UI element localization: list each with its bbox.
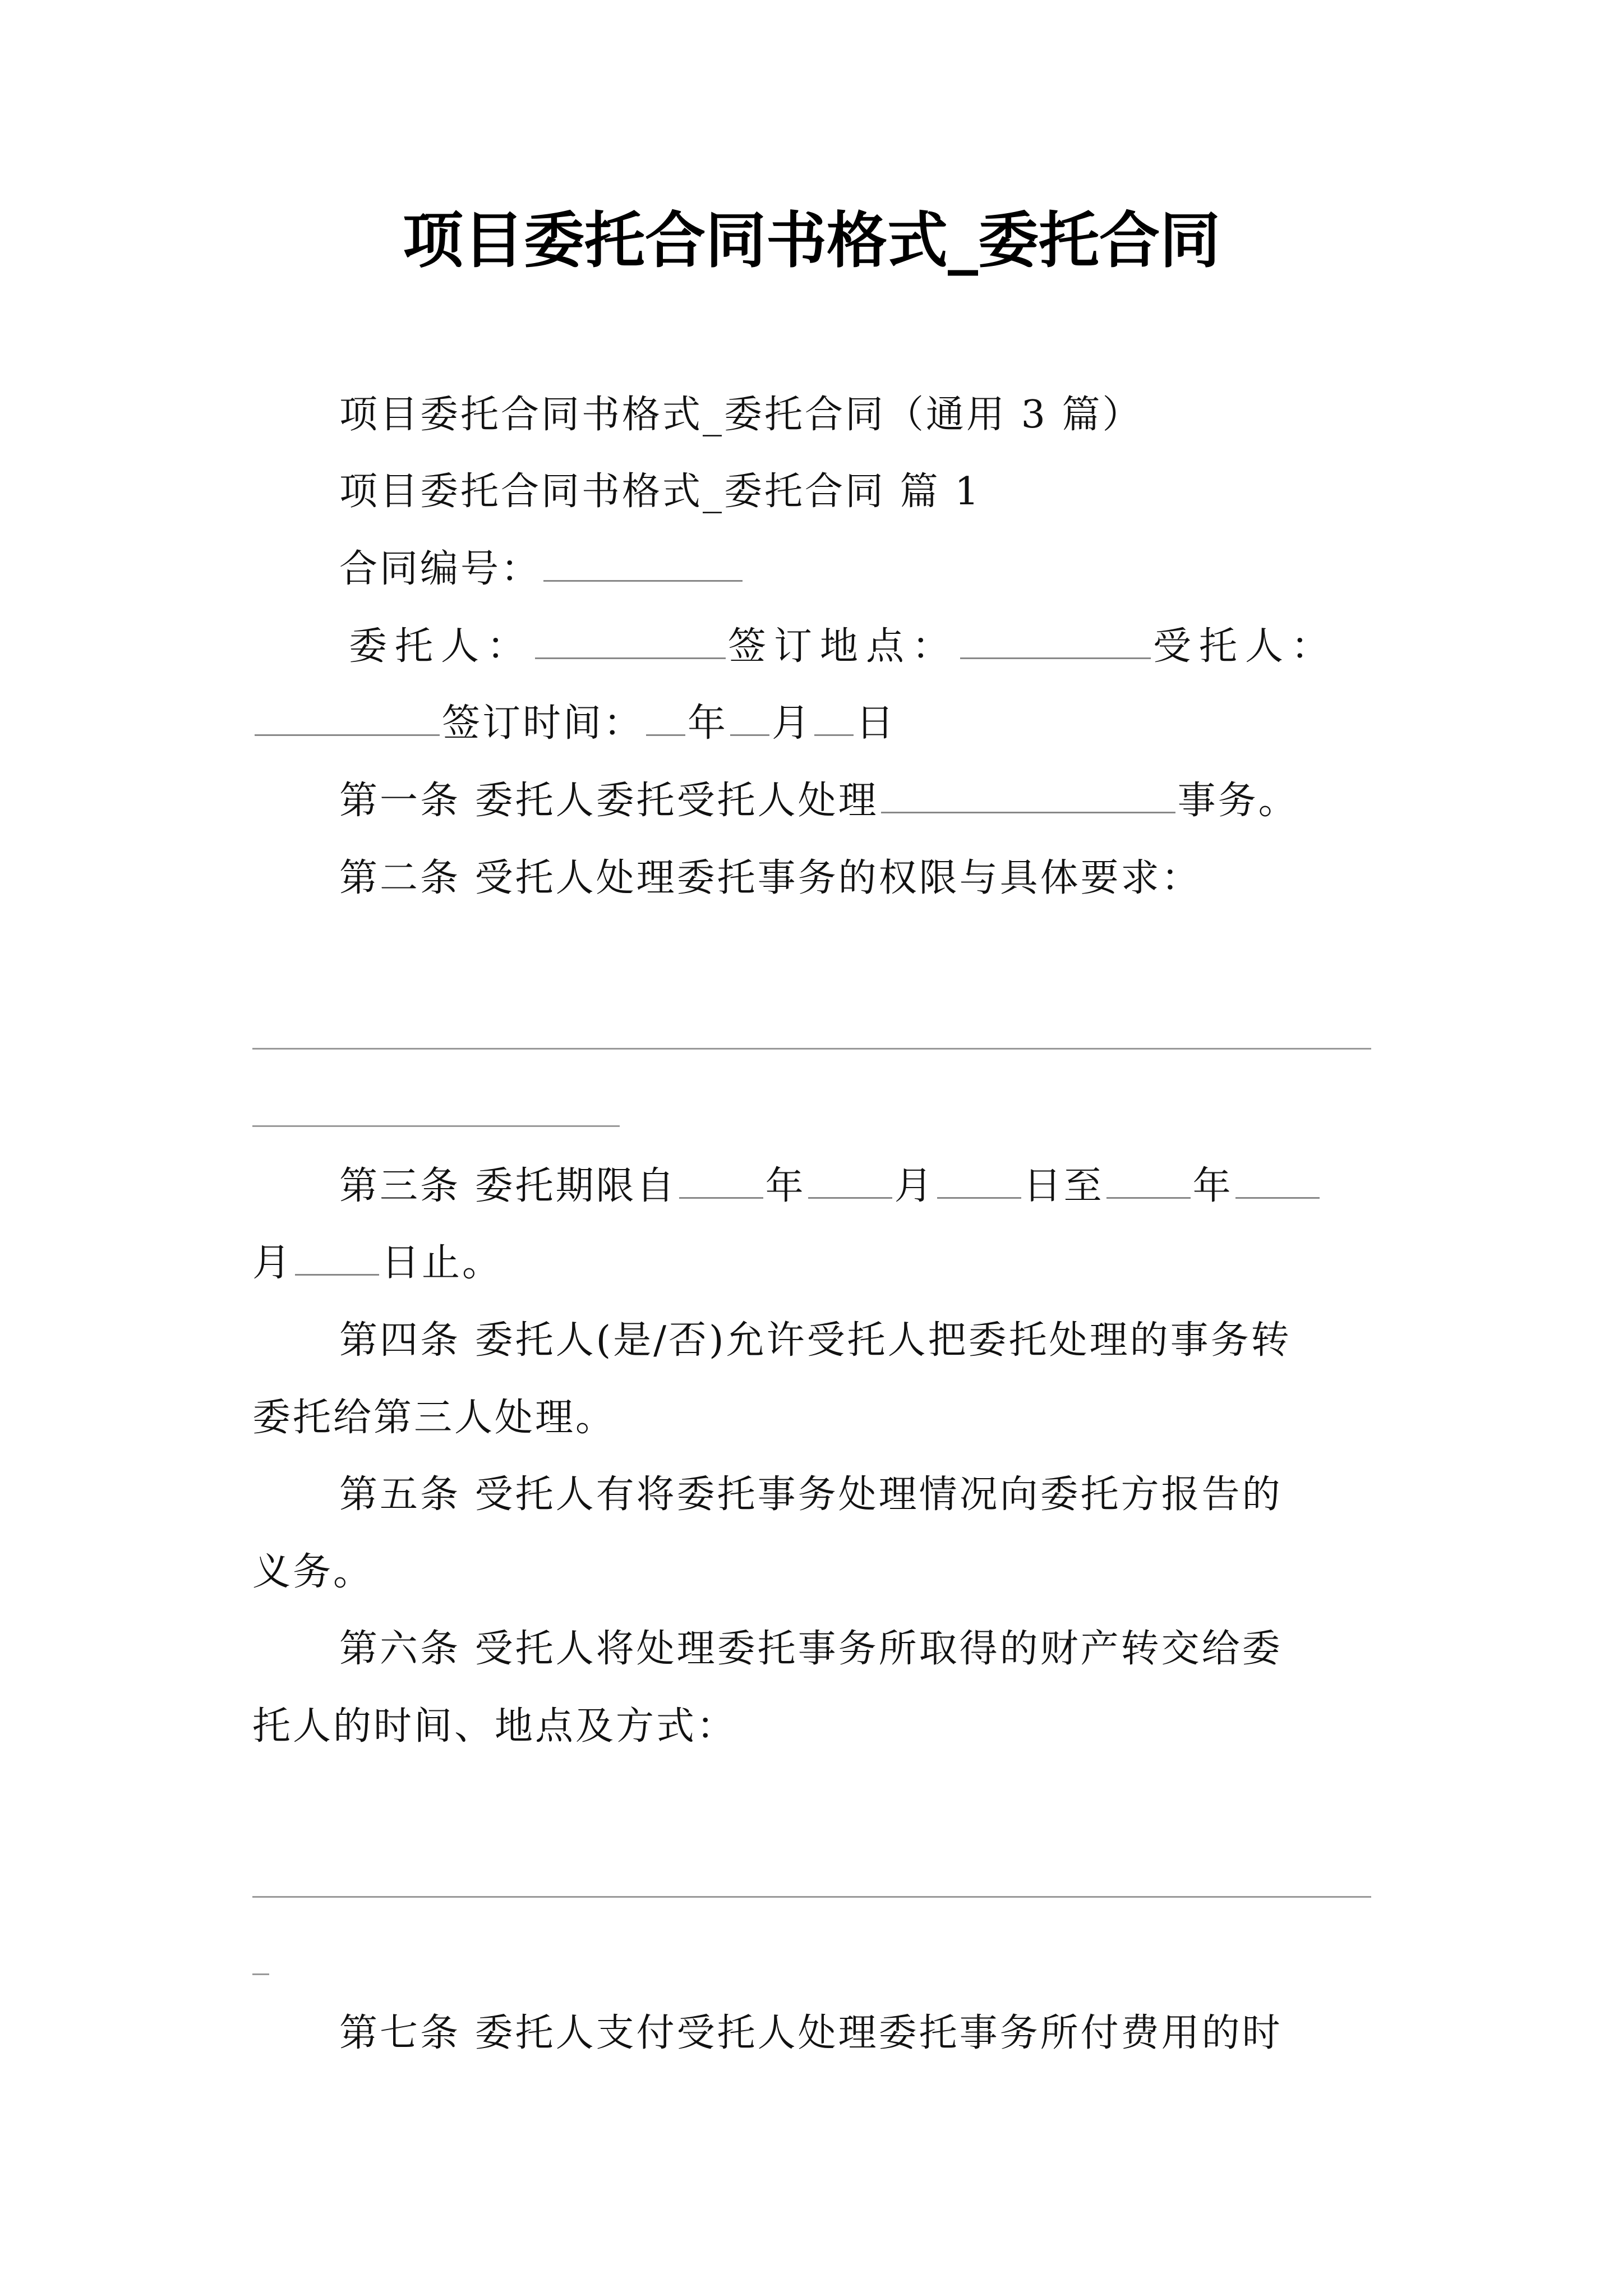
article-2-blank-line-2 xyxy=(252,1125,620,1127)
document-subtitle: 项目委托合同书格式_委托合同（通用 3 篇） xyxy=(339,393,1143,437)
article-4-line-1: 第四条 委托人(是/否)允许受托人把委托处理的事务转 xyxy=(339,1318,1292,1363)
article-6-line-1: 第六条 受托人将处理委托事务所取得的财产转交给委 xyxy=(339,1627,1283,1671)
article-5-line-1: 第五条 受托人有将委托事务处理情况向委托方报告的 xyxy=(339,1473,1283,1517)
article-7-line-1: 第七条 委托人支付受托人处理委托事务所付费用的时 xyxy=(339,2011,1283,2055)
article-3-month: 月 xyxy=(894,1164,935,1208)
article-4-line-2: 委托给第三人处理。 xyxy=(252,1396,616,1440)
signing-place-blank xyxy=(960,623,1151,659)
article-2-blank-line xyxy=(252,1048,1371,1050)
article-3-day2-blank xyxy=(295,1239,379,1276)
contract-number-label: 合同编号： xyxy=(339,547,542,591)
article-3 xyxy=(339,1156,1322,1217)
signing-place-label: 签订地点： xyxy=(728,624,958,669)
day-blank xyxy=(814,700,854,736)
signing-time-label: 签订时间： xyxy=(442,701,644,746)
document-title: 项目委托合同书格式_委托合同 xyxy=(402,206,1220,276)
article-1-suffix: 事务。 xyxy=(1177,779,1299,823)
article-3-month-blank xyxy=(808,1162,892,1199)
article-3-year2-blank xyxy=(1106,1162,1191,1199)
article-6-blank-line-2 xyxy=(252,1973,269,1975)
article-1-text: 第一条 委托人委托受托人处理 xyxy=(339,779,879,823)
article-3-year: 年 xyxy=(765,1164,806,1208)
article-3-month2: 月 xyxy=(252,1241,293,1285)
article-2: 第二条 受托人处理委托事务的权限与具体要求： xyxy=(339,856,1202,900)
article-1 xyxy=(339,770,1299,832)
client-blank xyxy=(535,623,726,659)
section-heading: 项目委托合同书格式_委托合同 篇 1 xyxy=(339,470,981,514)
month-label: 月 xyxy=(772,701,813,746)
contract-number-row xyxy=(339,539,745,600)
agent-label: 受托人： xyxy=(1153,624,1338,669)
contract-number-blank xyxy=(543,545,743,582)
article-3-text: 第三条 委托期限自 xyxy=(339,1164,677,1208)
article-5-line-2: 义务。 xyxy=(252,1550,374,1594)
article-3-end: 日止。 xyxy=(381,1241,503,1285)
article-3-month2-blank xyxy=(1235,1162,1320,1199)
article-1-blank xyxy=(881,777,1175,813)
client-label: 委托人： xyxy=(349,624,533,669)
article-3-year2: 年 xyxy=(1192,1164,1233,1208)
article-3-day-blank xyxy=(937,1162,1021,1199)
month-blank xyxy=(730,700,769,736)
article-3-day-to: 日至 xyxy=(1023,1164,1104,1208)
article-6-blank-line xyxy=(252,1896,1371,1898)
article-3-continued xyxy=(252,1232,502,1294)
signing-date-row xyxy=(252,693,896,754)
party-row xyxy=(349,616,1337,678)
article-6-line-2: 托人的时间、地点及方式： xyxy=(252,1704,737,1749)
agent-blank xyxy=(255,700,440,736)
day-label: 日 xyxy=(856,701,897,746)
year-label: 年 xyxy=(688,701,728,746)
article-3-year-blank xyxy=(679,1162,763,1199)
year-blank xyxy=(646,700,685,736)
